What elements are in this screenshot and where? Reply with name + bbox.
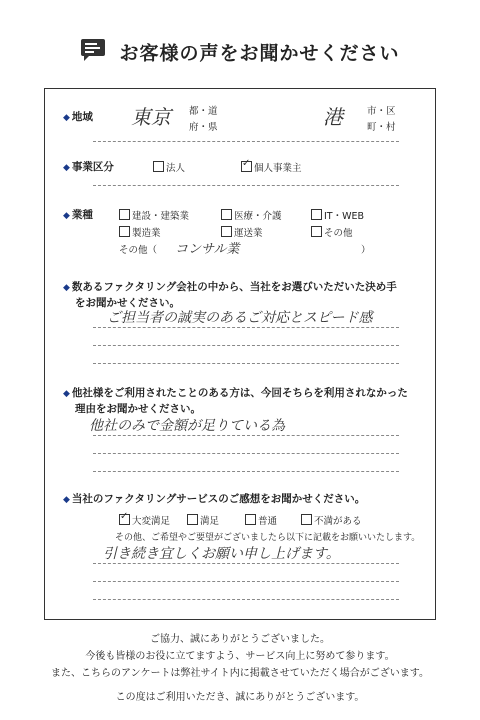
prefecture-value: 東京 — [131, 105, 171, 129]
q2-line-1 — [93, 435, 399, 436]
checkbox-medical[interactable] — [221, 209, 232, 220]
q2-line-3 — [93, 471, 399, 472]
q2-answer: 他社のみで金額が足りている為 — [89, 418, 285, 434]
option-normal-label: 普通 — [258, 516, 278, 527]
option-corporation[interactable] — [153, 160, 185, 174]
q3-line-3 — [93, 599, 399, 600]
checkbox-transport[interactable] — [221, 226, 232, 237]
footer-closing: この度はご利用いただき、誠にありがとうございます。 — [115, 692, 365, 703]
q3-answer: 引き続き宜しくお願い申し上げます。 — [103, 546, 340, 562]
option-satisfied[interactable] — [187, 513, 219, 527]
option-it-web[interactable] — [311, 208, 364, 222]
checkbox-very-satisfied[interactable] — [119, 514, 130, 525]
prefecture-suffix-bottom: 府・県 — [189, 122, 218, 133]
checkbox-construction[interactable] — [119, 209, 130, 220]
business-type-label: ◆ 事業区分 — [63, 159, 114, 174]
option-very-satisfied-label: 大変満足 — [132, 516, 171, 527]
checkbox-other[interactable] — [311, 226, 322, 237]
checkbox-satisfied[interactable] — [187, 514, 198, 525]
option-construction[interactable] — [119, 208, 189, 222]
q1-line-1 — [93, 327, 399, 328]
option-sole-proprietor[interactable] — [241, 160, 302, 174]
q2-text-line1: ◆ 他社様をご利用されたことのある方は、今回そちらを利用されなかった — [63, 385, 408, 400]
industry-label: ◆ 業種 — [63, 207, 93, 222]
option-manufacturing-label: 製造業 — [132, 228, 161, 239]
option-normal[interactable] — [245, 513, 277, 527]
footer-improvement: 今後も皆様のお役に立てますよう、サービス向上に努めて参ります。 — [85, 651, 395, 662]
other-suffix: ） — [361, 245, 371, 256]
page-header — [0, 38, 480, 66]
checkbox-corporation[interactable] — [153, 161, 164, 172]
option-manufacturing[interactable] — [119, 225, 161, 239]
city-suffix-bottom: 町・村 — [367, 122, 396, 133]
option-dissatisfied[interactable] — [301, 513, 362, 527]
q2-text-line2: 理由をお聞かせください。 — [75, 403, 201, 415]
checkbox-sole-proprietor[interactable] — [241, 161, 252, 172]
survey-form — [44, 88, 436, 620]
option-dissatisfied-label: 不満がある — [314, 516, 362, 527]
option-construction-label: 建設・建築業 — [132, 211, 190, 222]
speech-bubble-icon — [80, 38, 106, 66]
q1-text-line1: ◆ 数あるファクタリング会社の中から、当社をお選びいただいた決め手 — [63, 279, 397, 294]
q1-answer: ご担当者の誠実のあるご対応とスピード感 — [107, 310, 373, 326]
option-corporation-label: 法人 — [166, 163, 186, 174]
q3-line-2 — [93, 581, 399, 582]
option-it-web-label: IT・WEB — [324, 211, 365, 222]
region-line — [93, 141, 399, 142]
option-other[interactable] — [311, 225, 353, 239]
option-transport[interactable] — [221, 225, 263, 239]
q3-text: ◆ 当社のファクタリングサービスのご感想をお聞かせください。 — [63, 491, 365, 506]
other-prefix: その他（ — [119, 245, 158, 256]
option-very-satisfied[interactable] — [119, 513, 170, 527]
q1-text-line2: をお聞かせください。 — [75, 297, 180, 309]
city-suffix-top: 市・区 — [367, 106, 396, 117]
option-medical[interactable] — [221, 208, 282, 222]
checkbox-normal[interactable] — [245, 514, 256, 525]
option-other-label: その他 — [324, 228, 353, 239]
option-sole-proprietor-label: 個人事業主 — [254, 163, 302, 174]
q3-note: その他、ご希望やご要望がございましたら以下に記載をお願いいたします。 — [115, 533, 421, 543]
prefecture-suffix-top: 都・道 — [189, 106, 218, 117]
page-title: お客様の声をお聞かせください — [119, 42, 400, 65]
q1-line-3 — [93, 363, 399, 364]
business-type-line — [93, 185, 399, 186]
option-transport-label: 運送業 — [234, 228, 263, 239]
other-industry-value: コンサル業 — [175, 242, 240, 257]
q2-line-2 — [93, 453, 399, 454]
q1-line-2 — [93, 345, 399, 346]
city-value: 港 — [323, 105, 343, 129]
checkbox-manufacturing[interactable] — [119, 226, 130, 237]
footer-publish-notice: また、こちらのアンケートは弊社サイト内に掲載させていただく場合がございます。 — [51, 668, 429, 679]
q3-line-1 — [93, 563, 399, 564]
checkbox-dissatisfied[interactable] — [301, 514, 312, 525]
option-medical-label: 医療・介護 — [234, 211, 282, 222]
region-label: ◆ 地域 — [63, 109, 93, 124]
option-satisfied-label: 満足 — [200, 516, 220, 527]
checkbox-it-web[interactable] — [311, 209, 322, 220]
footer-thanks: ご協力、誠にありがとうございました。 — [150, 634, 330, 645]
